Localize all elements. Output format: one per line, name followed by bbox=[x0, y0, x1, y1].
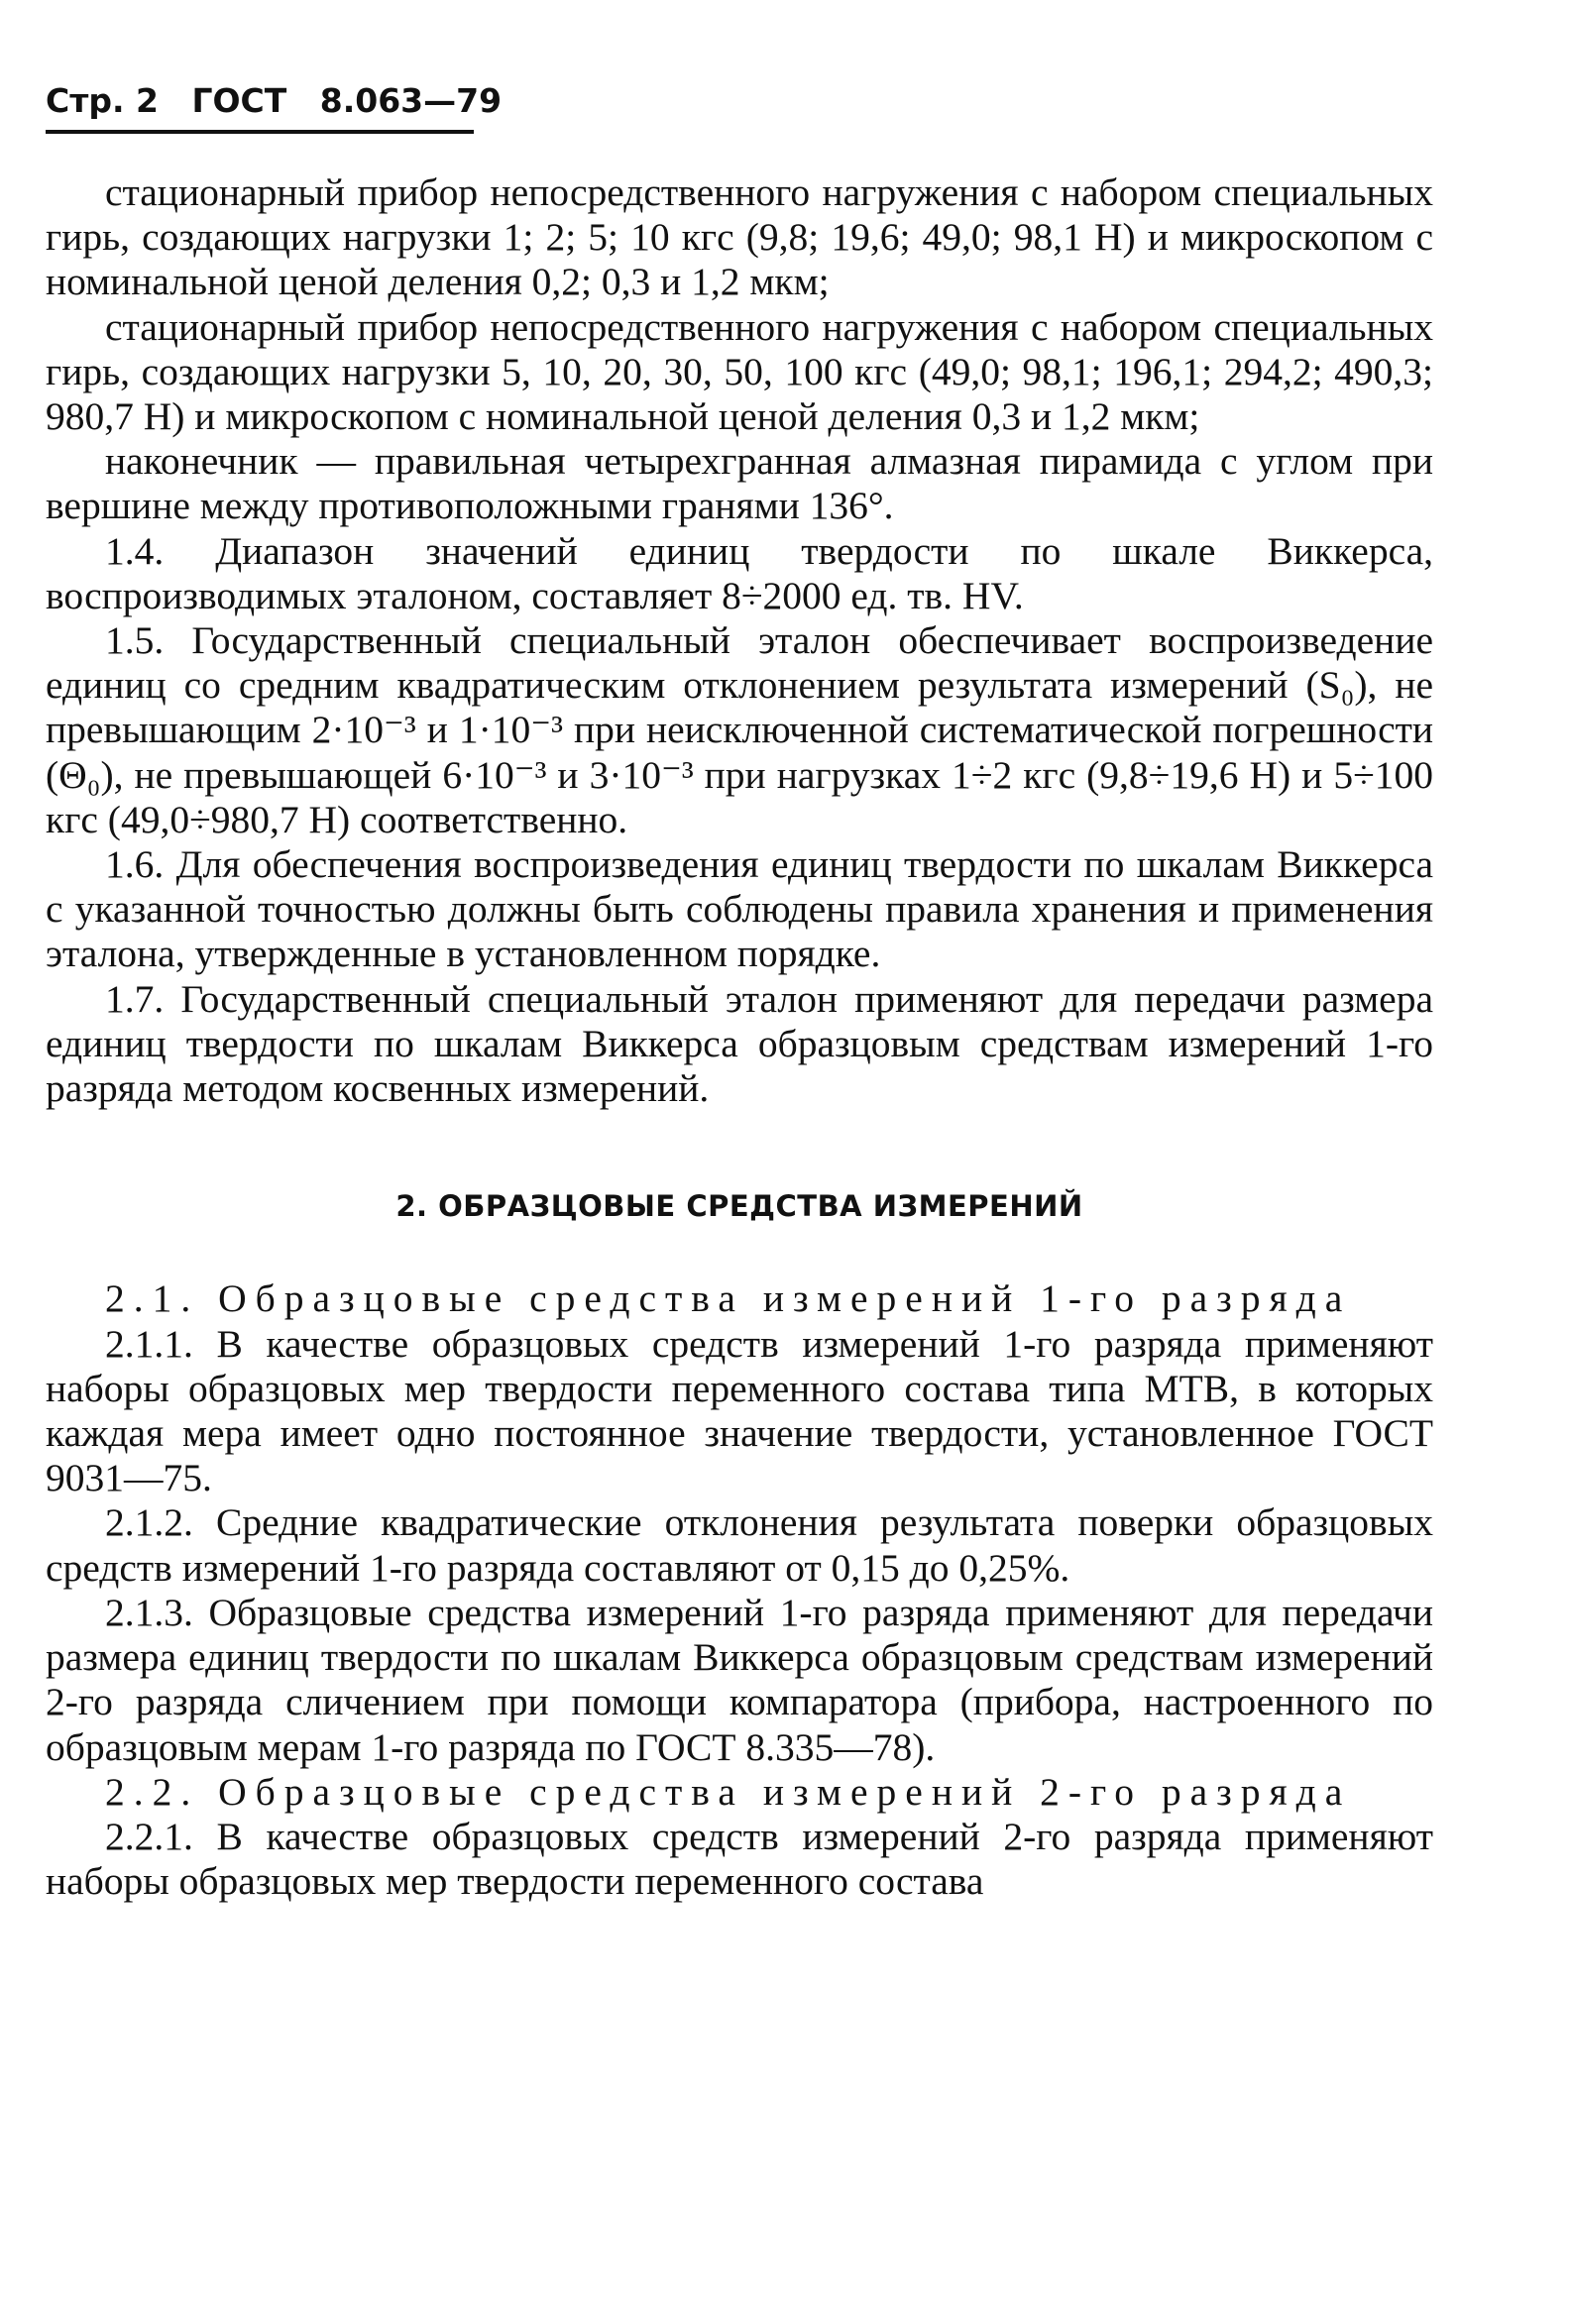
page-header bbox=[46, 81, 523, 121]
paragraph-2-1-2: 2.1.2. Средние квадратические отклонения результата поверки образцовых средств измерений 1-го разряда составляют от 0,15 до 0,25%. bbox=[46, 1500, 1433, 1590]
header-rule bbox=[46, 130, 474, 134]
standard-label: ГОСТ bbox=[191, 81, 287, 120]
paragraph-device-1: стационарный прибор непосредственного нагружения с набором специальных гирь, создающих нагрузки 1; 2; 5; 10 кгс (9,8; 19,6; 49,0; 98,1 Н) и микроскопом с номинальной ценой деления 0,2; 0,3 и 1,2 мкм; bbox=[46, 170, 1433, 304]
paragraph-1-4: 1.4. Диапазон значений единиц твердости по шкале Виккерса, воспроизводимых эталоном, составляет 8÷2000 ед. тв. HV. bbox=[46, 528, 1433, 617]
body-text bbox=[46, 170, 1433, 1904]
section-title: 2. ОБРАЗЦОВЫЕ СРЕДСТВА ИЗМЕРЕНИЙ bbox=[395, 1189, 1083, 1224]
paragraph-1-6: 1.6. Для обеспечения воспроизведения единиц твердости по шкалам Виккерса с указанной точностью должны быть соблюдены правила хранения и применения эталона, утвержденные в установленном порядке. bbox=[46, 842, 1433, 976]
paragraph-indenter: наконечник — правильная четырехгранная алмазная пирамида с углом при вершине между противоположными гранями 136°. bbox=[46, 439, 1433, 528]
paragraph-device-2: стационарный прибор непосредственного нагружения с набором специальных гирь, создающих нагрузки 5, 10, 20, 30, 50, 100 кгс (49,0; 98,1; 196,1; 294,2; 490,3; 980,7 Н) и микроскопом с номинальной ценой деления 0,3 и 1,2 мкм; bbox=[46, 304, 1433, 439]
paragraph-2-1-3: 2.1.3. Образцовые средства измерений 1-го разряда применяют для передачи размера единиц твердости по шкалам Виккерса образцовым средствам измерений 2-го разряда сличением при помощи компаратора (прибора, настроенного по образцовым мерам 1-го разряда по ГОСТ 8.335—78). bbox=[46, 1590, 1433, 1769]
paragraph-1-7: 1.7. Государственный специальный эталон применяют для передачи размера единиц твердости по шкалам Виккерса образцовым средствам измерений 1-го разряда методом косвенных измерений. bbox=[46, 976, 1433, 1111]
page-number: Стр. 2 bbox=[46, 81, 159, 120]
standard-number: 8.063—79 bbox=[319, 81, 503, 120]
paragraph-2-2-1: 2.2.1. В качестве образцовых средств измерений 2-го разряда применяют наборы образцовых мер твердости переменного состава bbox=[46, 1814, 1433, 1904]
paragraph-1-5: 1.5. Государственный специальный эталон обеспечивает воспроизведение единиц со средним квадратическим отклонением результата измерений (S₀), не превышающим 2·10⁻³ и 1·10⁻³ при неисключенной систематической погрешности (Θ₀), не превышающей 6·10⁻³ и 3·10⁻³ при нагрузках 1÷2 кгс (9,8÷19,6 Н) и 5÷100 кгс (49,0÷980,7 Н) соответственно. bbox=[46, 618, 1433, 841]
subsection-2-1: 2.1. Образцовые средства измерений 1-го разряда bbox=[105, 1276, 1352, 1321]
paragraph-2-1-1: 2.1.1. В качестве образцовых средств измерений 1-го разряда применяют наборы образцовых мер твердости переменного состава типа МТВ, в которых каждая мера имеет одно постоянное значение твердости, установленное ГОСТ 9031—75. bbox=[46, 1321, 1433, 1500]
subsection-2-2: 2.2. Образцовые средства измерений 2-го разряда bbox=[105, 1769, 1352, 1814]
